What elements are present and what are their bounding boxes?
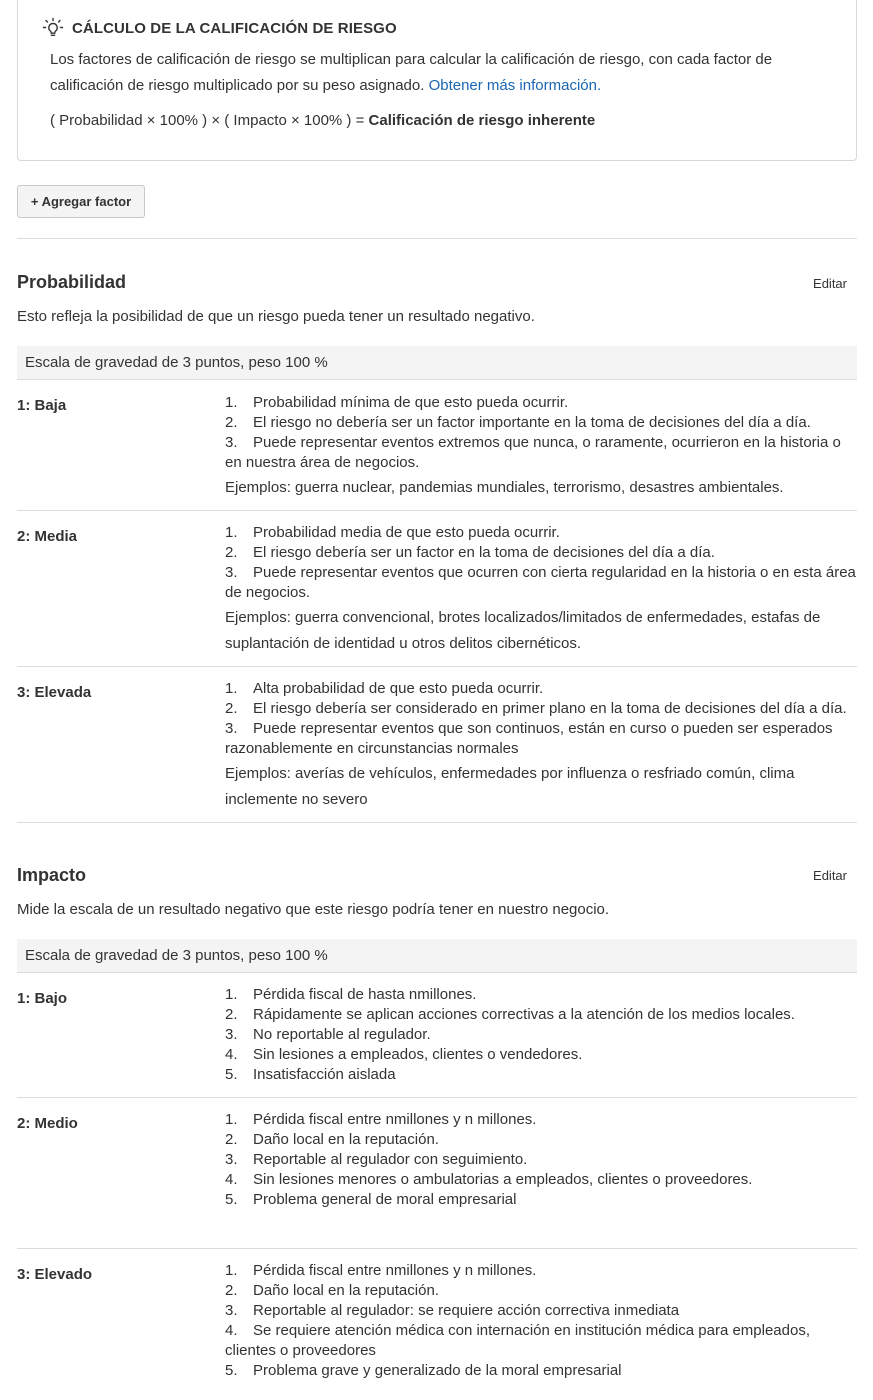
section-title-probabilidad: Probabilidad [17, 272, 127, 292]
list-item: 2. El riesgo debería ser un factor en la toma de decisiones del día a día. [225, 544, 715, 561]
list-item: 3. Puede representar eventos que ocurren con cierta regularidad en la historia o en esta área de negocios. [225, 564, 856, 601]
scale-bar-impacto: Escala de gravedad de 3 puntos, peso 100 % [17, 939, 857, 973]
level-examples: Ejemplos: averías de vehículos, enfermedades por influenza o resfriado común, clima inclemente no severo [225, 765, 795, 808]
level-description-list [225, 1261, 857, 1381]
list-item: 2. Daño local en la reputación. [225, 1282, 439, 1299]
level-description-list [225, 1110, 857, 1210]
section-description-probabilidad: Esto refleja la posibilidad de que un riesgo pueda tener un resultado negativo. [17, 308, 535, 325]
level-label: 1: Bajo [17, 990, 68, 1007]
list-item: 2. El riesgo no debería ser un factor importante en la toma de decisiones del día a día. [225, 414, 811, 431]
lightbulb-icon [42, 17, 64, 39]
list-item: 4. Sin lesiones a empleados, clientes o vendedores. [225, 1046, 583, 1063]
list-item: 1. Alta probabilidad de que esto pueda ocurrir. [225, 680, 544, 697]
level-label: 3: Elevado [17, 1266, 93, 1283]
level-description-list [225, 985, 857, 1085]
list-item: 1. Pérdida fiscal de hasta nmillones. [225, 986, 477, 1003]
info-title-row [42, 17, 397, 39]
level-description-list [225, 393, 857, 501]
list-item: 5. Insatisfacción aislada [225, 1066, 396, 1083]
list-item: 3. Reportable al regulador con seguimiento. [225, 1151, 528, 1168]
list-item: 2. El riesgo debería ser considerado en primer plano en la toma de decisiones del día a día. [225, 700, 847, 717]
risk-formula [50, 112, 595, 129]
level-label: 3: Elevada [17, 684, 92, 701]
risk-calculation-info-box [17, 0, 857, 161]
level-examples: Ejemplos: guerra nuclear, pandemias mundiales, terrorismo, desastres ambientales. [225, 479, 784, 496]
section-description-impacto: Mide la escala de un resultado negativo que este riesgo podría tener en nuestro negocio. [17, 901, 610, 918]
list-item: 1. Probabilidad media de que esto pueda ocurrir. [225, 524, 560, 541]
info-title: CÁLCULO DE LA CALIFICACIÓN DE RIESGO [72, 19, 397, 37]
divider [17, 666, 857, 667]
list-item: 1. Pérdida fiscal entre nmillones y n millones. [225, 1111, 537, 1128]
list-item: 1. Pérdida fiscal entre nmillones y n millones. [225, 1262, 537, 1279]
list-item: 5. Problema grave y generalizado de la moral empresarial [225, 1362, 622, 1379]
list-item: 3. Puede representar eventos extremos que nunca, o raramente, ocurrieron en la historia o en nuestra área de negocios. [225, 434, 841, 471]
add-factor-button[interactable]: + Agregar factor [17, 185, 145, 218]
formula-result: Calificación de riesgo inherente [368, 112, 596, 129]
level-description-list [225, 679, 857, 813]
level-label: 1: Baja [17, 397, 67, 414]
level-label: 2: Medio [17, 1115, 78, 1132]
list-item: 3. No reportable al regulador. [225, 1026, 431, 1043]
learn-more-link[interactable]: Obtener más información. [428, 77, 602, 94]
divider [17, 822, 857, 823]
divider [17, 238, 857, 239]
level-description-list [225, 523, 857, 657]
list-item: 3. Puede representar eventos que son continuos, están en curso o pueden ser esperados razonablemente en circunstancias normales [225, 720, 833, 757]
list-item: 5. Problema general de moral empresarial [225, 1191, 517, 1208]
list-item: 1. Probabilidad mínima de que esto pueda ocurrir. [225, 394, 569, 411]
divider [17, 510, 857, 511]
formula-expression: ( Probabilidad × 100% ) × ( Impacto × 100% ) = [50, 112, 365, 129]
edit-impacto-button[interactable]: Editar [813, 868, 847, 883]
list-item: 4. Se requiere atención médica con internación en institución médica para empleados, clientes o proveedores [225, 1322, 810, 1359]
info-description [50, 47, 830, 99]
scale-bar-probabilidad: Escala de gravedad de 3 puntos, peso 100 % [17, 346, 857, 380]
section-title-impacto: Impacto [17, 865, 87, 885]
info-text: Los factores de calificación de riesgo se multiplican para calcular la calificación de riesgo, con cada factor de calificación de riesgo multiplicado por su peso asignado. [50, 51, 773, 94]
list-item: 4. Sin lesiones menores o ambulatorias a empleados, clientes o proveedores. [225, 1171, 753, 1188]
level-examples: Ejemplos: guerra convencional, brotes localizados/limitados de enfermedades, estafas de suplantación de identidad u otros delitos cibernéticos. [225, 609, 821, 652]
divider [17, 1248, 857, 1249]
divider [17, 1097, 857, 1098]
list-item: 2. Rápidamente se aplican acciones correctivas a la atención de los medios locales. [225, 1006, 795, 1023]
list-item: 3. Reportable al regulador: se requiere acción correctiva inmediata [225, 1302, 680, 1319]
level-label: 2: Media [17, 528, 78, 545]
list-item: 2. Daño local en la reputación. [225, 1131, 439, 1148]
edit-probabilidad-button[interactable]: Editar [813, 276, 847, 291]
